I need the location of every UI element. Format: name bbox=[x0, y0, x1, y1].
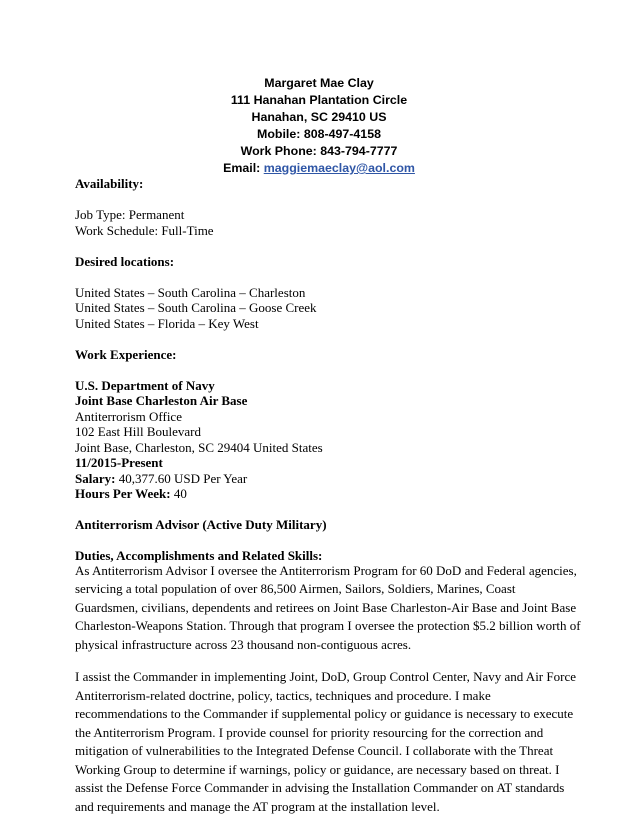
hours-label: Hours Per Week: bbox=[75, 486, 171, 501]
employer-name: U.S. Department of Navy bbox=[75, 377, 215, 393]
office-street: 102 East Hill Boulevard bbox=[75, 424, 202, 439]
location-item: United States – Florida – Key West bbox=[75, 315, 259, 331]
base-name: Joint Base Charleston Air Base bbox=[75, 393, 248, 408]
salary-label: Salary: bbox=[75, 470, 116, 486]
paragraph-line: and requirements and manage the AT program at the installation level. bbox=[75, 798, 440, 814]
availability-heading: Availability: bbox=[75, 176, 144, 191]
email-line bbox=[0, 160, 638, 177]
paragraph-line: mitigation of vulnerabilities to the Integrated Defense Council. I collaborate with the Threat bbox=[75, 743, 554, 758]
location-item: United States – South Carolina – Goose Creek bbox=[75, 300, 317, 315]
applicant-name: Margaret Mae Clay bbox=[264, 76, 374, 90]
hours-line bbox=[75, 486, 575, 502]
locations-heading: Desired locations: bbox=[75, 253, 175, 269]
job-type: Job Type: Permanent bbox=[75, 207, 185, 222]
mobile-phone: Mobile: 808-497-4158 bbox=[257, 127, 381, 141]
office-city: Joint Base, Charleston, SC 29404 United States bbox=[75, 439, 323, 455]
office-name: Antiterrorism Office bbox=[75, 408, 182, 424]
paragraph-line: As Antiterrorism Advisor I oversee the Antiterrorism Program for 60 DoD and Federal agencies, bbox=[75, 562, 577, 578]
paragraph-line: servicing a total population of over 86,500 Airmen, Sailors, Soldiers, Marines, Coast bbox=[75, 581, 516, 596]
paragraph-line: Guardsmen, civilians, dependents and retirees on Joint Base Charleston-Air Base and Joint Base bbox=[75, 599, 577, 615]
resume-body bbox=[75, 176, 581, 816]
address-line-2: Hanahan, SC 29410 US bbox=[251, 110, 387, 124]
address-line-1: 111 Hanahan Plantation Circle bbox=[230, 93, 408, 107]
experience-heading: Work Experience: bbox=[75, 346, 177, 362]
paragraph-line: recommendations to the Commander if supplemental policy or guidance is necessary to execute bbox=[75, 706, 574, 721]
employment-dates: 11/2015-Present bbox=[75, 455, 163, 470]
salary-value: 40,377.60 USD Per Year bbox=[118, 470, 248, 486]
paragraph-line: Working Group to determine if warnings, policy or guidance, are necessary based on threat. I bbox=[75, 761, 560, 777]
contact-header bbox=[0, 75, 638, 177]
job-title: Antiterrorism Advisor (Active Duty Military) bbox=[75, 517, 327, 532]
paragraph-line: assist the Defense Force Commander in advising the Installation Commander on AT standards bbox=[75, 780, 565, 795]
duties-heading: Duties, Accomplishments and Related Skills: bbox=[75, 548, 323, 563]
duties-paragraph-2 bbox=[75, 668, 575, 816]
paragraph-line: Charleston-Weapons Station. Through that program I oversee the protection $5.2 billion worth of bbox=[75, 618, 581, 633]
hours-value: 40 bbox=[173, 486, 187, 501]
work-phone: Work Phone: 843-794-7777 bbox=[240, 144, 398, 158]
salary-line bbox=[75, 471, 575, 487]
paragraph-line: I assist the Commander in implementing Joint, DoD, Group Control Center, Navy and Air Force bbox=[75, 669, 576, 684]
paragraph-line: the Antiterrorism Program. I provide counsel for priority resourcing for the correction and bbox=[75, 724, 544, 740]
email-label: Email: bbox=[223, 161, 261, 175]
duties-paragraph-1 bbox=[75, 562, 581, 655]
email-link[interactable]: maggiemaeclay@aol.com bbox=[263, 161, 415, 175]
paragraph-line: Antiterrorism-related doctrine, policy, tactics, techniques and procedure. I make bbox=[75, 687, 491, 703]
location-item: United States – South Carolina – Charleston bbox=[75, 284, 306, 300]
paragraph-line: physical infrastructure across 23 thousand non-contiguous acres. bbox=[75, 636, 412, 652]
work-schedule: Work Schedule: Full-Time bbox=[75, 222, 214, 238]
